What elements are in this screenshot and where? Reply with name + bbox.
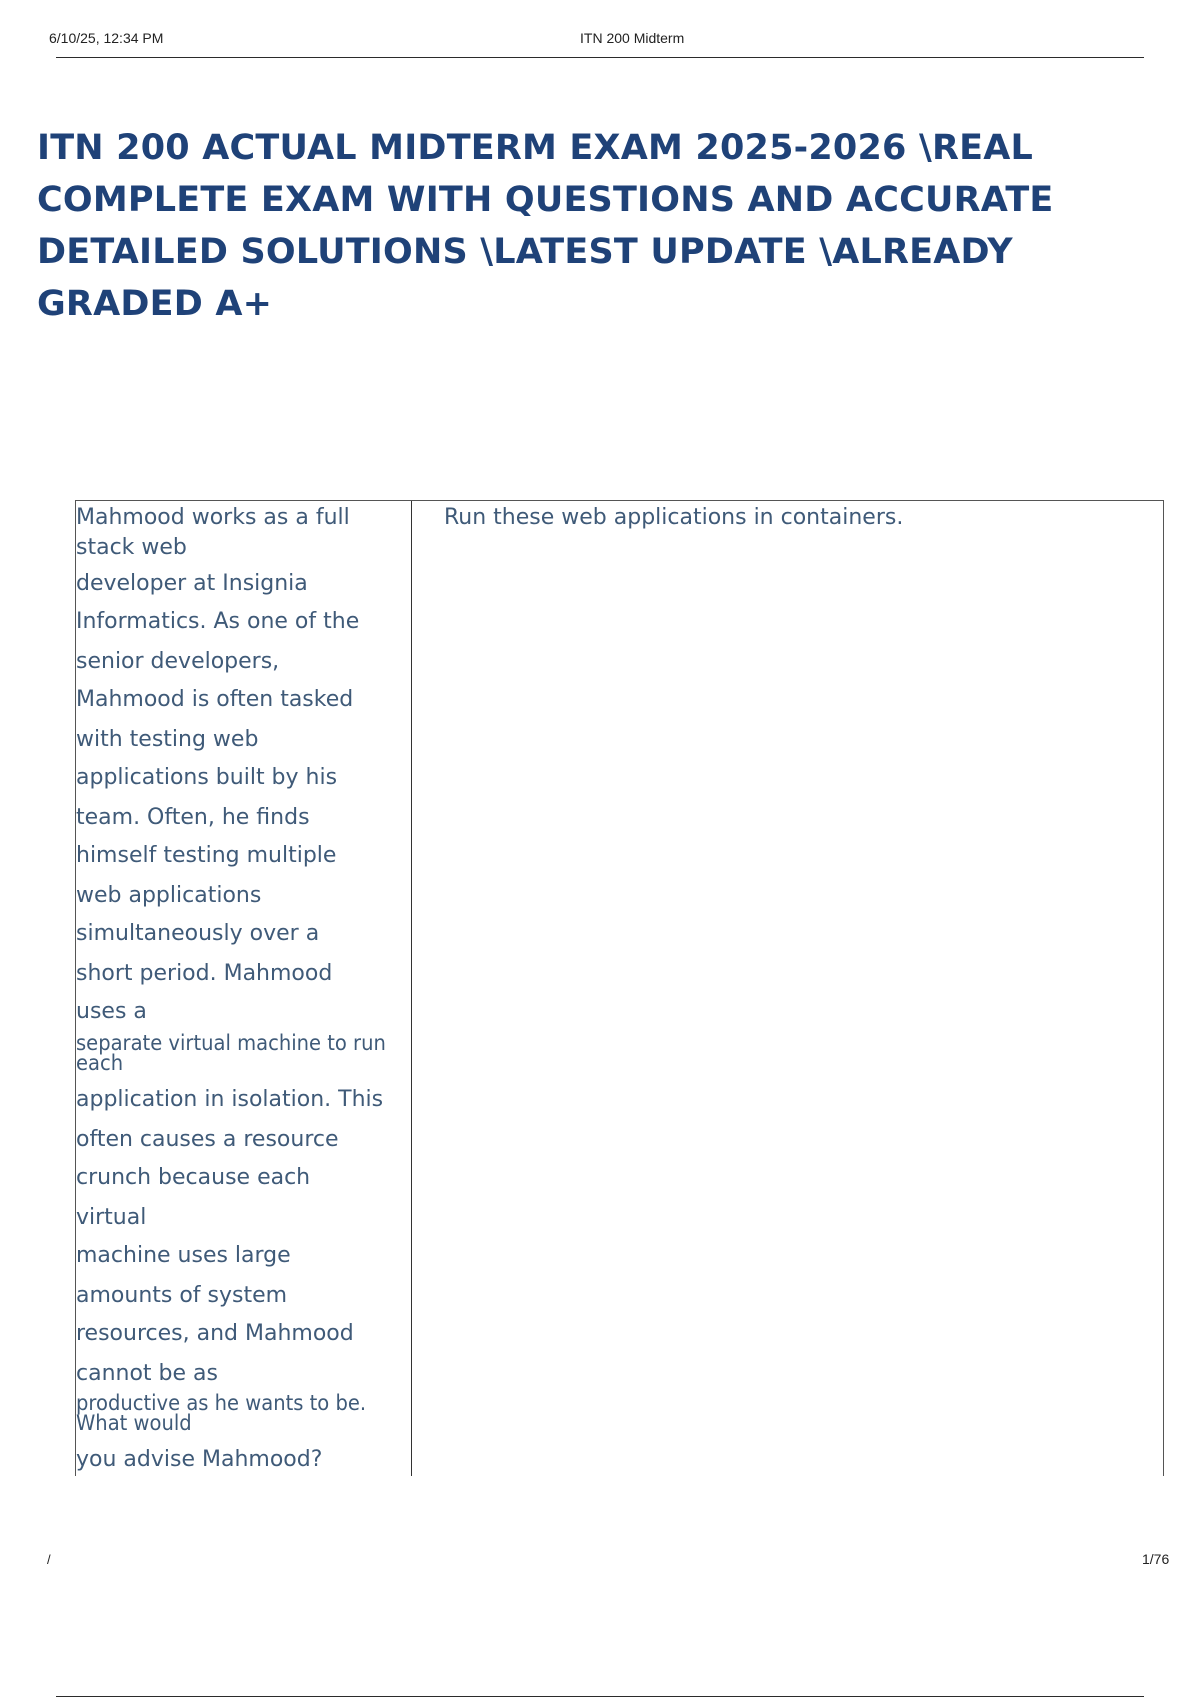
column-divider: [411, 501, 412, 1476]
question-line: uses a: [76, 999, 147, 1024]
question-line: What would: [76, 1411, 192, 1435]
question-line: team. Often, he finds: [76, 805, 310, 830]
document-header-title: ITN 200 Midterm: [580, 30, 685, 46]
question-line: each: [76, 1051, 124, 1075]
question-line: often causes a resource: [76, 1127, 339, 1152]
question-line: you advise Mahmood?: [76, 1447, 323, 1472]
page-title: ITN 200 ACTUAL MIDTERM EXAM 2025-2026 \REAL COMPLETE EXAM WITH QUESTIONS AND ACCURATE DETAILED SOLUTIONS \LATEST UPDATE \ALREADY GRADED A+: [37, 128, 1054, 324]
question-line: himself testing multiple: [76, 843, 337, 868]
question-line: virtual: [76, 1205, 147, 1230]
question-answer-table: [75, 500, 1164, 1476]
question-line: web applications: [76, 883, 262, 908]
question-line: Mahmood is often tasked: [76, 687, 354, 712]
question-line: productive as he wants to be.: [76, 1391, 367, 1415]
question-line: with testing web: [76, 727, 259, 752]
footer-divider: [56, 1696, 1144, 1697]
question-line: machine uses large: [76, 1243, 291, 1268]
question-line: amounts of system: [76, 1283, 288, 1308]
answer-cell: Run these web applications in containers.: [444, 505, 904, 530]
question-line: application in isolation. This: [76, 1087, 384, 1112]
question-line: short period. Mahmood: [76, 961, 333, 986]
question-line: developer at Insignia: [76, 571, 308, 596]
question-line: simultaneously over a: [76, 921, 320, 946]
question-line: resources, and Mahmood: [76, 1321, 354, 1346]
question-line: cannot be as: [76, 1361, 218, 1386]
print-datetime: 6/10/25, 12:34 PM: [49, 30, 164, 46]
question-line: Mahmood works as a full: [76, 505, 350, 530]
question-line: applications built by his: [76, 765, 338, 790]
header-divider: [56, 57, 1144, 58]
question-line: senior developers,: [76, 649, 280, 674]
footer-url: /: [47, 1552, 51, 1567]
question-line: Informatics. As one of the: [76, 609, 360, 634]
question-line: separate virtual machine to run: [76, 1031, 386, 1055]
question-line: stack web: [76, 535, 187, 560]
question-line: crunch because each: [76, 1165, 311, 1190]
page-number: 1/76: [1142, 1551, 1170, 1567]
